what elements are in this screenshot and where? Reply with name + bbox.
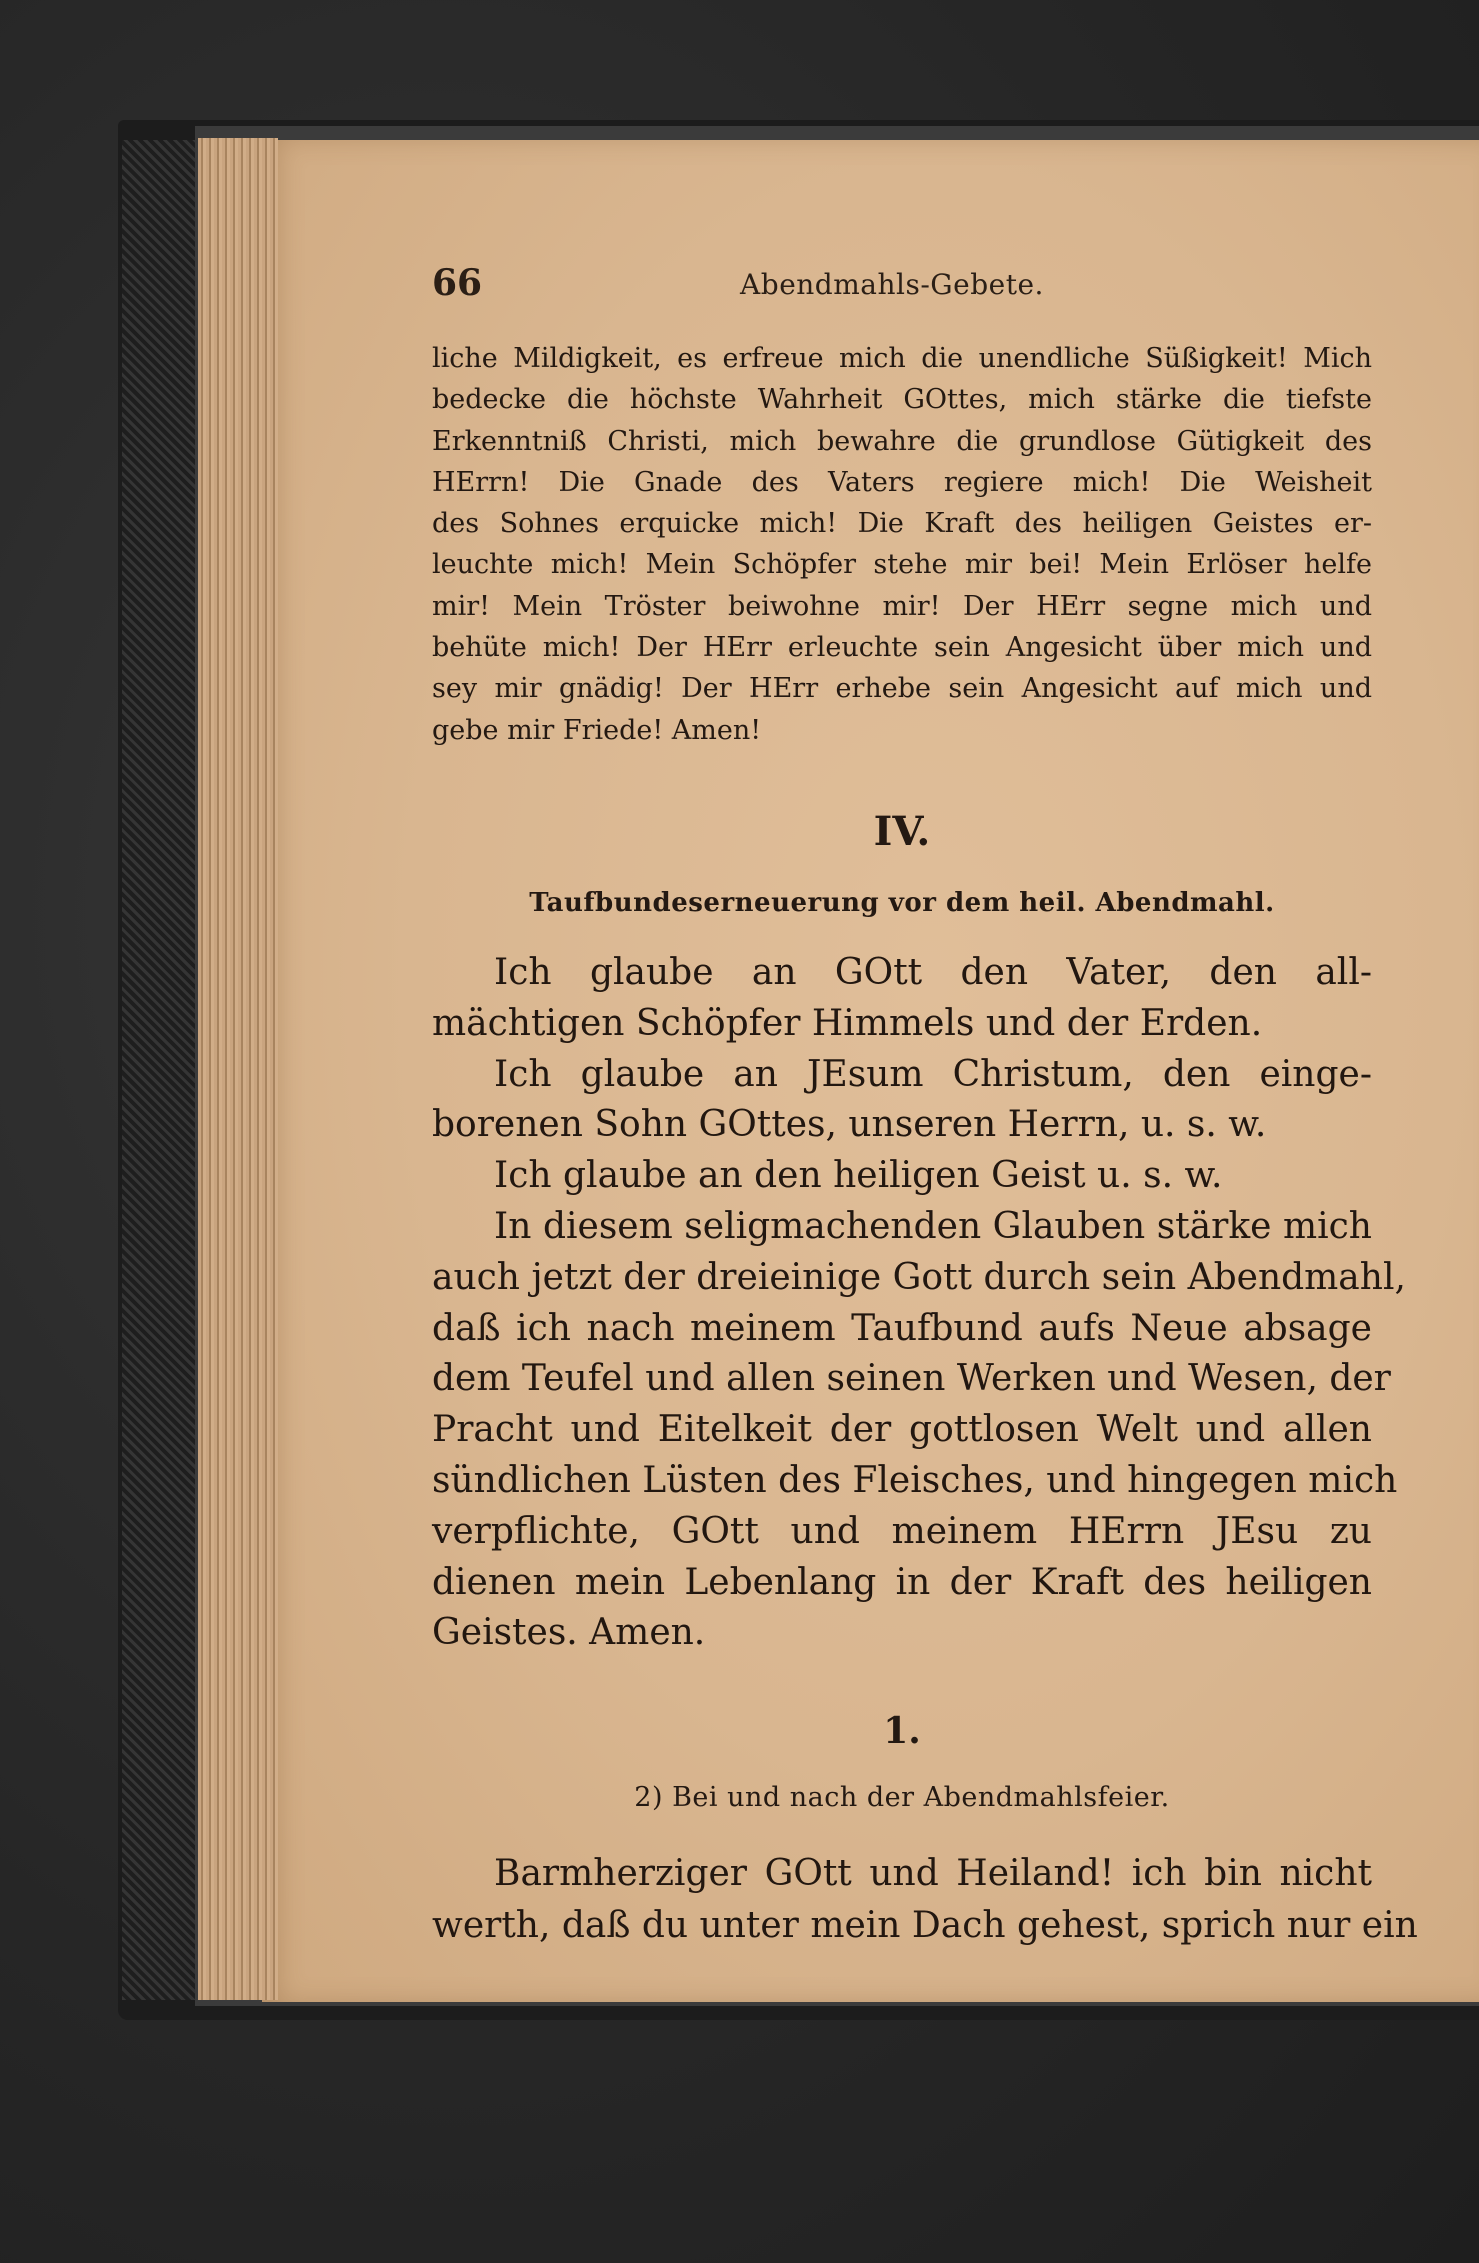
text-line: Erkenntniß Christi, mich bewahre die grundlose Gütigkeit des <box>432 425 1372 457</box>
section-number: IV. <box>873 808 931 855</box>
text-line: verpflichte, GOtt und meinem HErrn JEsu zu <box>432 1510 1372 1552</box>
subsection-number: 1. <box>883 1710 921 1752</box>
text-line: HErrn! Die Gnade des Vaters regiere mich! Die Weisheit <box>432 466 1372 498</box>
text-line: Ich glaube an den heiligen Geist u. s. w. <box>494 1155 1223 1197</box>
text-line: bedecke die höchste Wahrheit GOttes, mich stärke die tiefste <box>432 384 1372 416</box>
page-edges <box>198 138 278 2000</box>
text-line: leuchte mich! Mein Schöpfer stehe mir bei! Mein Erlöser helfe <box>432 549 1372 581</box>
text-line: liche Mildigkeit, es erfreue mich die unendliche Süßigkeit! Mich <box>432 343 1372 374</box>
text-line: gebe mir Friede! Amen! <box>432 714 762 746</box>
page-number: 66 <box>432 262 483 304</box>
prayer-paragraph <box>432 1848 1418 1952</box>
text-line: des Sohnes erquicke mich! Die Kraft des heiligen Geistes er- <box>432 508 1372 540</box>
text-line: mir! Mein Tröster beiwohne mir! Der HErr segne mich und <box>432 590 1372 622</box>
text-line: auch jetzt der dreieinige Gott durch sein Abendmahl, <box>432 1256 1406 1298</box>
section-title: Taufbundeserneuerung vor dem heil. Abendmahl. <box>529 888 1275 918</box>
text-line: Pracht und Eitelkeit der gottlosen Welt und allen <box>432 1409 1372 1451</box>
text-line: Barmherziger GOtt und Heiland! ich bin nicht <box>494 1853 1372 1894</box>
text-line: sündlichen Lüsten des Fleisches, und hingegen mich <box>432 1459 1398 1501</box>
text-line: behüte mich! Der HErr erleuchte sein Angesicht über mich und <box>432 632 1372 664</box>
cover-cloth-texture <box>122 140 200 2000</box>
text-line: Geistes. Amen. <box>432 1612 706 1654</box>
creed-paragraph <box>432 948 1406 1659</box>
text-line: sey mir gnädig! Der HErr erhebe sein Angesicht auf mich und <box>432 673 1372 705</box>
text-line: mächtigen Schöpfer Himmels und der Erden. <box>432 1002 1263 1044</box>
text-line: Ich glaube an JEsum Christum, den einge- <box>494 1053 1372 1095</box>
text-line: In diesem seligmachenden Glauben stärke mich <box>494 1205 1372 1247</box>
text-line: Ich glaube an GOtt den Vater, den all- <box>494 952 1372 993</box>
running-title: Abendmahls-Gebete. <box>740 268 1044 301</box>
intro-paragraph <box>432 338 1372 751</box>
text-line: dienen mein Lebenlang in der Kraft des heiligen <box>432 1561 1372 1603</box>
subsection-title: 2) Bei und nach der Abendmahlsfeier. <box>634 1782 1170 1813</box>
page-header <box>432 262 1372 312</box>
text-line: werth, daß du unter mein Dach gehest, sprich nur ein <box>432 1905 1418 1946</box>
text-line: borenen Sohn GOttes, unseren Herrn, u. s. w. <box>432 1104 1267 1146</box>
text-line: dem Teufel und allen seinen Werken und Wesen, der <box>432 1358 1391 1400</box>
text-line: daß ich nach meinem Taufbund aufs Neue absage <box>432 1307 1372 1349</box>
